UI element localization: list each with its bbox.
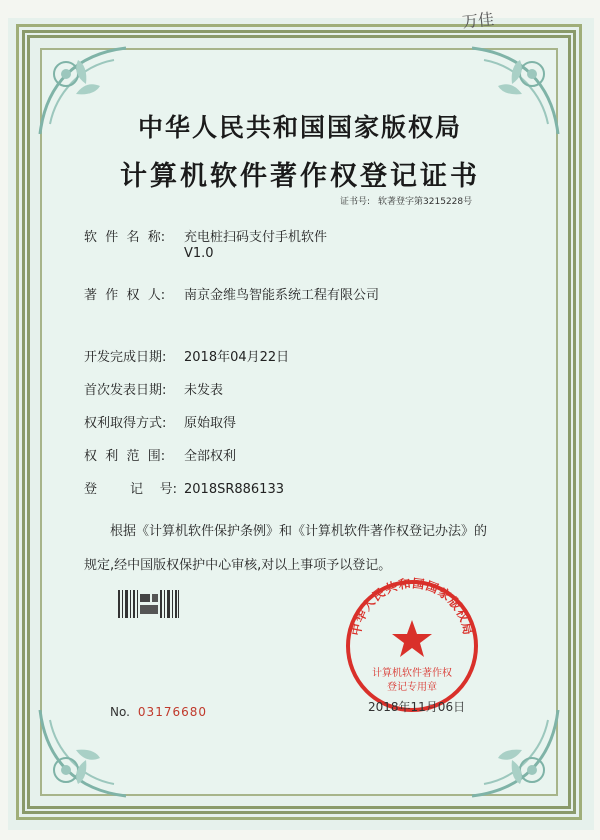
copyright-holder-value: 南京金维鸟智能系统工程有限公司 bbox=[184, 288, 380, 303]
seal-star-icon bbox=[392, 620, 432, 657]
registration-statement bbox=[84, 515, 524, 583]
certificate-title: 计算机软件著作权登记证书 bbox=[120, 161, 480, 192]
registration-number-value: 2018SR886133 bbox=[184, 482, 284, 497]
corner-ornament-icon bbox=[466, 704, 562, 800]
serial-number bbox=[110, 705, 207, 719]
issuing-authority: 中华人民共和国国家版权局 bbox=[137, 113, 462, 142]
seal-ring-text: 中华人民共和国国家版权局 bbox=[348, 576, 476, 637]
software-name-value: 充电桩扫码支付手机软件 bbox=[184, 230, 328, 245]
serial-label: No. bbox=[110, 705, 130, 719]
official-seal bbox=[342, 576, 482, 716]
certificate-number-label: 证书号: bbox=[340, 197, 371, 207]
software-name-row bbox=[84, 226, 327, 245]
registration-number-row bbox=[84, 478, 284, 497]
scope-of-rights-row bbox=[84, 445, 236, 464]
publication-date-row bbox=[84, 379, 223, 398]
copyright-holder-row bbox=[84, 284, 379, 303]
completion-date-value: 2018年04月22日 bbox=[184, 350, 290, 365]
completion-date-row bbox=[84, 346, 289, 365]
statement-line-1: 根据《计算机软件保护条例》和《计算机软件著作权登记办法》的 bbox=[110, 524, 488, 539]
registration-number-label: 登 记 号: bbox=[84, 482, 177, 497]
seal-inner-line-2: 登记专用章 bbox=[387, 682, 437, 693]
software-version: V1.0 bbox=[184, 246, 214, 261]
serial-value: 03176680 bbox=[137, 705, 207, 719]
seal-inner-line-1: 计算机软件著作权 bbox=[372, 668, 452, 679]
certificate-number bbox=[340, 194, 472, 207]
issue-date: 2018年11月06日 bbox=[368, 700, 466, 714]
scope-of-rights-value: 全部权利 bbox=[184, 449, 237, 464]
acquisition-method-row bbox=[84, 412, 236, 431]
scope-of-rights-label: 权 利 范 围: bbox=[84, 449, 166, 464]
handwritten-note: 万佳 bbox=[461, 9, 496, 32]
acquisition-method-label: 权利取得方式: bbox=[84, 416, 167, 431]
certificate-number-value: 软著登字第3215228号 bbox=[378, 197, 473, 207]
statement-line-2: 规定,经中国版权保护中心审核,对以上事项予以登记。 bbox=[84, 558, 392, 573]
barcode-icon bbox=[118, 590, 180, 618]
publication-date-label: 首次发表日期: bbox=[84, 383, 167, 398]
acquisition-method-value: 原始取得 bbox=[184, 416, 237, 431]
copyright-holder-label: 著 作 权 人: bbox=[84, 288, 166, 303]
software-name-label: 软 件 名 称: bbox=[84, 230, 166, 245]
completion-date-label: 开发完成日期: bbox=[84, 350, 167, 365]
publication-date-value: 未发表 bbox=[184, 383, 224, 398]
